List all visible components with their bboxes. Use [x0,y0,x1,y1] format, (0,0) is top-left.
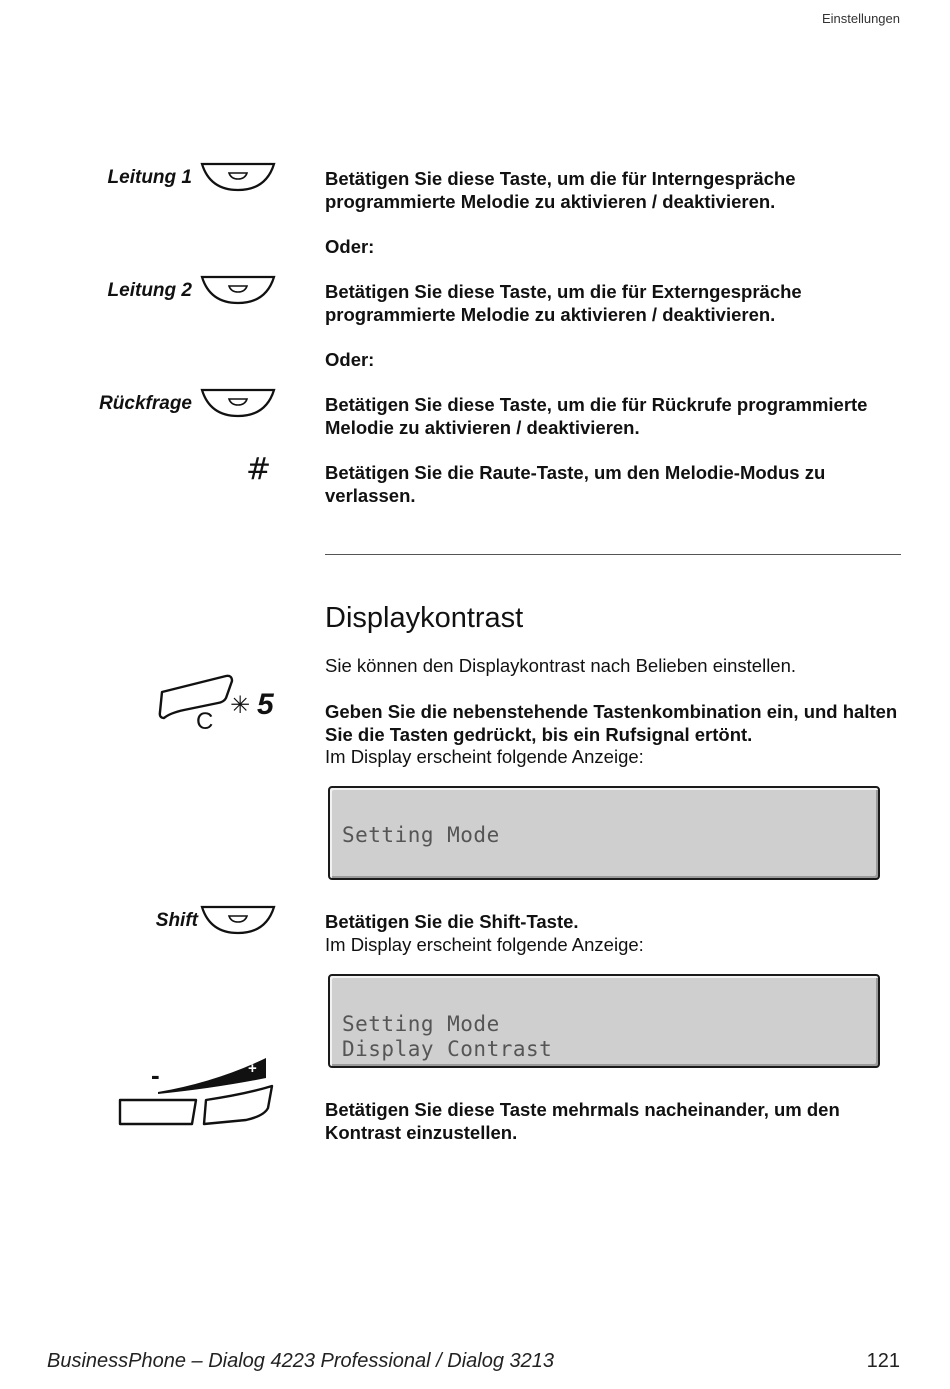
line-key-icon [200,162,276,192]
lcd-line: Setting Mode [342,1012,500,1036]
section-heading: Displaykontrast [325,602,524,634]
lcd-line: Display Contrast [342,1037,553,1061]
clear-key-icon [156,672,234,720]
line-key-icon [200,388,276,418]
line-key-icon [200,275,276,305]
lcd-display-2 [328,974,880,1068]
running-header: Einstellungen [821,11,900,26]
display-note: Im Display erscheint folgende Anzeige: [325,934,644,955]
footer-title: BusinessPhone – Dialog 4223 Professional / Dialog 3213 [47,1350,555,1372]
combo-text: Geben Sie die nebenstehende Tastenkombination ein, und halten Sie die Tasten gedrückt, bis ein Rufsignal ertönt. [325,701,898,745]
section-intro: Sie können den Displaykontrast nach Belieben einstellen. [325,655,797,676]
shift-text: Betätigen Sie die Shift-Taste. [325,911,579,932]
section-divider [325,554,901,555]
key-label-leitung-2: Leitung 2 [107,280,192,301]
lcd-line: Setting Mode [342,823,500,847]
lcd-display-1 [328,786,880,880]
step-text-leitung-1: Betätigen Sie diese Taste, um die für Interngespräche programmierte Melodie zu aktivieren / deaktivieren. [325,168,796,212]
clear-key-letter: C [196,708,214,735]
contrast-text: Betätigen Sie diese Taste mehrmals nacheinander, um den Kontrast einzustellen. [325,1099,840,1143]
or-label: Oder: [325,349,375,370]
plus-icon: + [248,1060,257,1077]
key-label-leitung-1: Leitung 1 [107,167,192,188]
shift-key-icon [200,905,276,935]
step-text-rueckfrage: Betätigen Sie diese Taste, um die für Rückrufe programmierte Melodie zu aktivieren / deaktivieren. [325,394,868,438]
key-label-rueckfrage: Rückfrage [99,393,192,414]
five-key-icon: 5 [257,688,274,721]
step-text-hash: Betätigen Sie die Raute-Taste, um den Melodie-Modus zu verlassen. [325,462,826,506]
hash-key-icon: # [246,452,272,487]
minus-icon: - [151,1060,160,1090]
page-number: 121 [866,1350,900,1372]
display-note: Im Display erscheint folgende Anzeige: [325,746,644,767]
or-label: Oder: [325,236,375,257]
key-label-shift: Shift [155,910,198,931]
star-key-icon: ✳ [230,692,251,719]
step-text-leitung-2: Betätigen Sie diese Taste, um die für Externgespräche programmierte Melodie zu aktivieren / deaktivieren. [325,281,802,325]
